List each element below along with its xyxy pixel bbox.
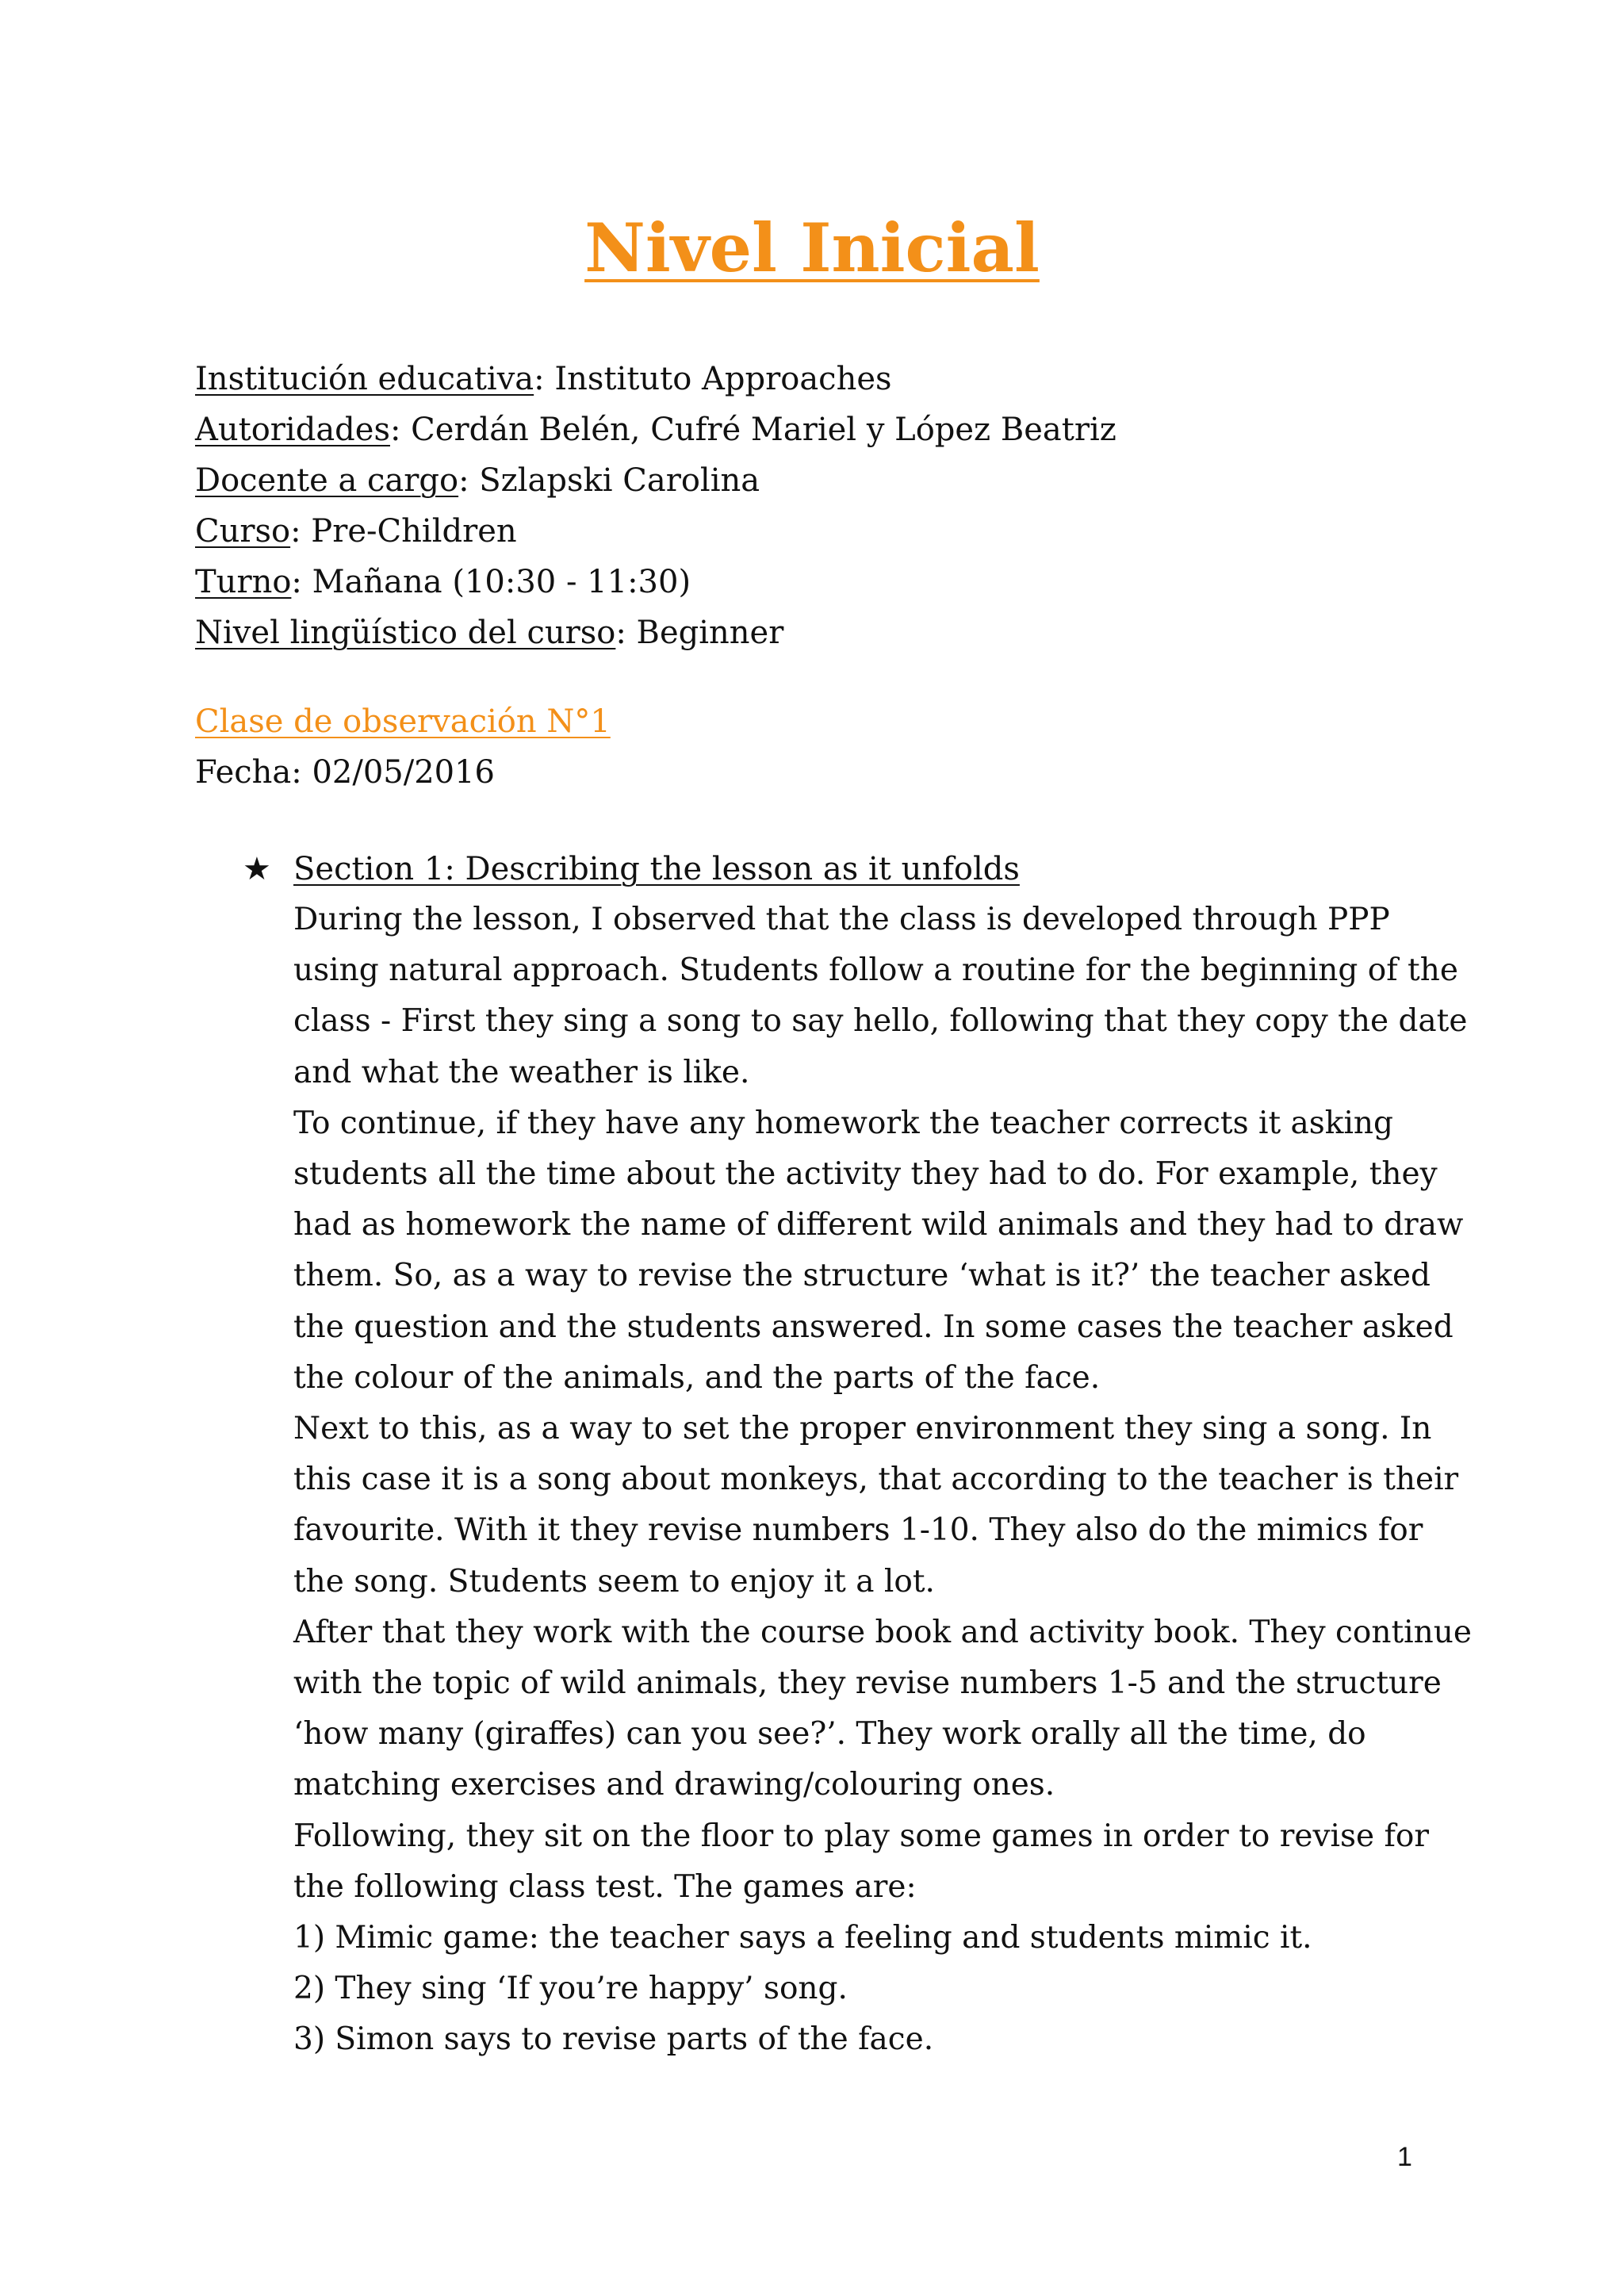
star-bullet-icon: ★ [243, 851, 271, 887]
list-item: 1) Mimic game: the teacher says a feeling and students mimic it. [293, 1920, 1312, 1956]
info-row-level [195, 607, 1464, 658]
info-label: Institución educativa [195, 361, 534, 397]
list-item: 2) They sing ‘If you’re happy’ song. [293, 1971, 848, 2007]
info-separator: : [615, 615, 626, 651]
page-title [0, 205, 1624, 292]
page-title-text: Nivel Inicial [584, 209, 1040, 287]
paragraph: Following, they sit on the floor to play some games in order to revise for the following class test. The games are: [293, 1818, 1430, 1905]
info-value: Mañana (10:30 - 11:30) [301, 564, 691, 600]
info-label: Curso [195, 513, 291, 550]
paragraph: To continue, if they have any homework the teacher corrects it asking students all the time about the activity they had to do. For example, they had as homework the name of different wild animals and they had to draw them. So, as a way to revise the structure ‘what is it?’ the teacher asked the question and the students answered. In some cases the teacher asked the colour of the animals, and the parts of the face. [293, 1105, 1464, 1396]
observation-date: Fecha: 02/05/2016 [195, 754, 495, 791]
info-value: Beginner [626, 615, 784, 651]
info-separator: : [458, 462, 469, 499]
list-item: 3) Simon says to revise parts of the face. [293, 2021, 934, 2058]
info-separator: : [290, 513, 301, 550]
info-row-teacher [195, 455, 1464, 506]
info-separator: : [534, 361, 545, 397]
info-row-authorities [195, 404, 1464, 455]
info-value: Szlapski Carolina [469, 462, 760, 499]
info-value: Instituto Approaches [544, 361, 892, 397]
info-label: Autoridades [195, 412, 390, 448]
info-row-course [195, 506, 1464, 557]
paragraph: After that they work with the course book and activity book. They continue with the topic of wild animals, they revise numbers 1-5 and the structure ‘how many (giraffes) can you see?’. They work orally all the time, do matching exercises and drawing/colouring ones. [293, 1614, 1472, 1803]
info-label: Nivel lingüístico del curso [195, 615, 616, 651]
page-number: 1 [1397, 2142, 1412, 2172]
info-label: Turno [195, 564, 292, 600]
info-value: Pre-Children [301, 513, 517, 550]
info-label: Docente a cargo [195, 462, 459, 499]
info-row-institution [195, 354, 1464, 404]
info-block [195, 354, 1464, 658]
info-row-shift [195, 557, 1464, 607]
info-separator: : [389, 412, 401, 448]
info-separator: : [291, 564, 302, 600]
paragraph: Next to this, as a way to set the proper environment they sing a song. In this case it is a song about monkeys, that according to the teacher is their favourite. With it they revise numbers 1-10. They also do the mimics for the song. Students seem to enjoy it a lot. [293, 1411, 1459, 1600]
paragraph: During the lesson, I observed that the class is developed through PPP using natural approach. Students follow a routine for the beginning of the class - First they sing a song to say hello, following that they copy the date and what the weather is like. [293, 902, 1468, 1090]
info-value: Cerdán Belén, Cufré Mariel y López Beatriz [400, 412, 1116, 448]
section-heading: Section 1: Describing the lesson as it unfolds [293, 851, 1020, 887]
section-body [293, 895, 1475, 2066]
observation-title: Clase de observación N°1 [195, 703, 611, 740]
